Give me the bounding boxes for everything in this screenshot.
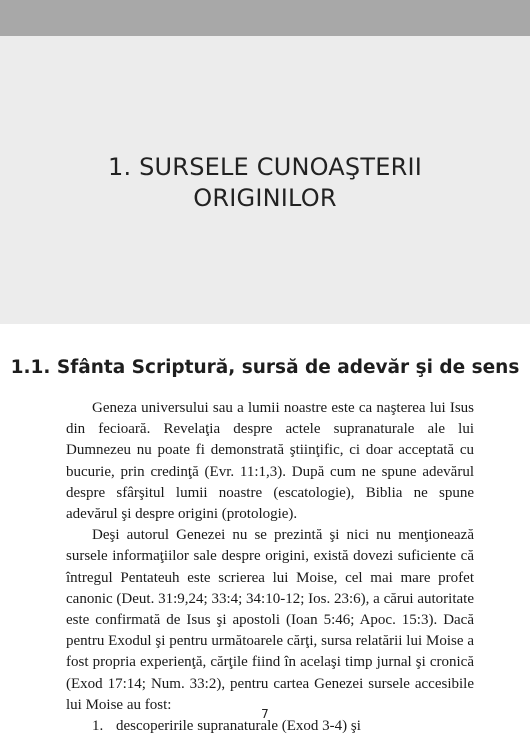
- chapter-title-line-1: 1. SURSELE CUNOAŞTERII: [107, 153, 423, 181]
- chapter-title-line-2: ORIGINILOR: [193, 184, 337, 212]
- list-item-text: descoperirile supranaturale (Exod 3-4) şi: [116, 718, 361, 735]
- list-item-number: 1.: [92, 718, 104, 735]
- page-number: 7: [261, 707, 269, 721]
- body-text: [66, 398, 474, 737]
- section-title: 1.1. Sfânta Scriptură, sursă de adevăr şi de sens: [10, 357, 520, 378]
- top-strip: [0, 0, 530, 36]
- chapter-title: [0, 152, 530, 214]
- paragraph-2: Deşi autorul Genezei nu se prezintă şi nici nu menţionează sursele informaţiilor sale despre origini, există dovezi suficiente că întregul Pentateuh este scrierea lui Moise, cel mai mare profet canonic (Deut. 31:9,24; 33:4; 34:10-12; Ios. 23:6), a cărui autoritate este confirmată de Isus şi apostoli (Ioan 5:46; Apoc. 15:3). Dacă pentru Exodul şi pentru următoarele cărţi, sursa relatării lui Moise a fost propria experienţă, cărţile fiind în acelaşi timp jurnal şi cronică (Exod 17:14; Num. 33:2), pentru cartea Genezei sursele accesibile lui Moise au fost:: [66, 527, 474, 713]
- paragraph-1: Geneza universului sau a lumii noastre este ca naşterea lui Isus din fecioară. Revelaţia despre actele supranaturale ale lui Dumnezeu nu poate fi demonstrată ştiinţific, ci doar acceptată cu bucurie, prin credinţă (Evr. 11:1,3). După cum ne spune adevărul despre sfârşitul lumii noastre (escatologie), Biblia ne spune adevărul şi despre origini (protologie).: [66, 400, 474, 523]
